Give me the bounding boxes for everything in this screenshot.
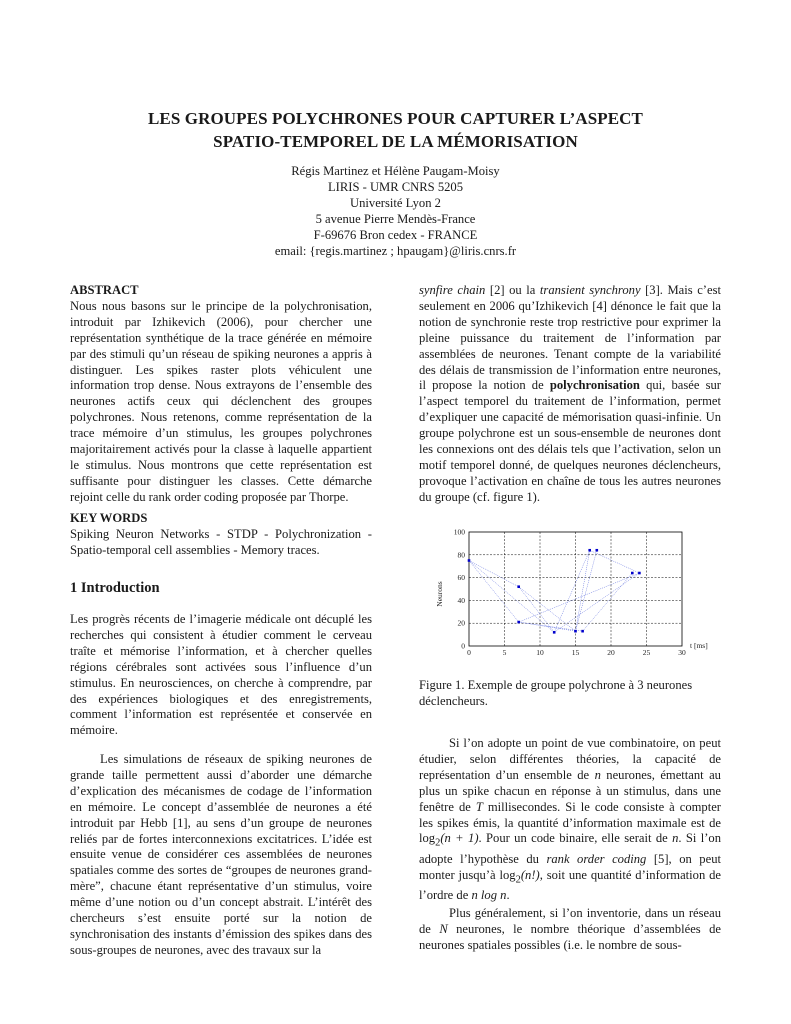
right-column-p1 <box>419 283 721 506</box>
math-log-arg: (n + 1) <box>440 831 479 846</box>
left-column <box>70 283 372 506</box>
text-run: [5], on peut monter jusqu’à <box>419 851 721 882</box>
math-n: n <box>594 767 601 782</box>
chart-grid <box>469 532 682 646</box>
math-log: log <box>499 867 516 882</box>
math-nlogn: n log n <box>471 888 507 903</box>
text-run: Si l’on adopte un point de vue combinatoire, on peut étudier, selon différentes théories, la capacité de représentation d’un ensemble de <box>419 736 721 782</box>
math-log-base: 2 <box>515 874 521 886</box>
author-university: Université Lyon 2 <box>350 196 441 210</box>
x-tick-label: 5 <box>502 648 507 657</box>
math-n: n <box>672 831 679 846</box>
text-run: [3]. Mais c’est seulement en 2006 qu’Izhikevich [4] dénonce le fait que la notion de synchronie reste trop restrictive pour exprimer la pleine puissance du traitement de l’information par assemblées de neurones. Tenant compte de la variabilité des délais de transmission de l’information entre neurones, il propose la notion de <box>419 283 721 393</box>
math-N: N <box>439 921 448 936</box>
text-run: Plus généralement, si l’on inventorie, dans un réseau de <box>419 906 721 936</box>
title-line-2: SPATIO-TEMPOREL DE LA MÉMORISATION <box>213 132 578 151</box>
author-block <box>0 163 791 259</box>
spike-point <box>517 585 520 588</box>
keywords-heading: KEY WORDS <box>70 511 148 525</box>
right-paragraph-3 <box>419 906 721 954</box>
introduction-heading-block <box>70 581 372 597</box>
math-log: log <box>419 831 436 846</box>
polychronous-link <box>519 573 640 622</box>
spike-point <box>638 572 641 575</box>
spike-point <box>468 559 471 562</box>
introduction-paragraph-2: Les simulations de réseaux de spiking neurones de grande taille permettent aussi d’aborder une démarche d’explication des mécanismes de codage de l’information en mémoire. Le concept d’assemblée de neurones a été introduit par Hebb [1], au sens d’un groupe de neurones reliés par de fortes interconnexions excitatrices. L’idée est ensuite venue de considérer ces assemblées de neurones spatiales comme des sortes de “groupes de neurones grand-mère”, chacune étant représentative d’un stimulus, voire même d’une notion ou d’un concept abstrait. L’intérêt des chercheurs s’est ensuite porté sur la notion de synchronisation des instants d’émission des spikes dans des sous-groupes de neurones, avec des travaux sur la <box>70 752 372 957</box>
transient-synchrony-term: transient synchrony <box>539 283 641 297</box>
chart-points <box>468 549 641 634</box>
text-run: neurones, émettant au plus un spike chacun en réponse à un stimulus, dans une fenêtre de <box>419 767 721 814</box>
chart-y-ticks <box>454 528 466 651</box>
text-run: . Si l’on adopte l’hypothèse du <box>419 831 721 866</box>
author-address: 5 avenue Pierre Mendès-France <box>315 212 476 226</box>
x-tick-label: 10 <box>536 648 544 657</box>
polychronous-link <box>576 550 590 631</box>
abstract-heading: ABSTRACT <box>70 283 139 297</box>
text-run: . <box>506 888 510 903</box>
polychronous-link <box>469 561 519 623</box>
title-line-1: LES GROUPES POLYCHRONES POUR CAPTURER L’ASPECT <box>147 109 643 128</box>
polychronous-link <box>469 561 519 587</box>
x-tick-label: 0 <box>467 648 471 657</box>
math-T: T <box>475 799 483 814</box>
synfire-chain-term: synfire chain <box>419 283 486 297</box>
right-paragraph-1 <box>419 283 721 506</box>
right-column-p3 <box>419 906 721 954</box>
chart-x-ticks <box>467 648 686 657</box>
text-run: neurones, le nombre théorique d’assemblées de neurones spatiales possibles (i.e. le nombre de sous- <box>419 921 721 952</box>
polychronous-link <box>519 587 555 633</box>
y-tick-label: 100 <box>453 527 465 537</box>
introduction-heading: 1 Introduction <box>70 580 160 596</box>
y-tick-label: 80 <box>457 550 465 560</box>
spike-point <box>517 621 520 624</box>
text-run: millisecondes. Si le code consiste à compter les spikes émis, la quantité d’information maximale est de <box>419 799 721 830</box>
spike-point <box>574 630 577 633</box>
author-lab: LIRIS - UMR CNRS 5205 <box>327 180 464 194</box>
spike-point <box>631 572 634 575</box>
polychronous-link <box>469 561 554 633</box>
scatter-chart <box>428 524 718 664</box>
text-run: [2] ou la <box>485 283 540 297</box>
y-tick-label: 0 <box>461 641 465 651</box>
spike-point <box>596 549 599 552</box>
x-tick-label: 15 <box>571 648 580 657</box>
x-tick-label: 25 <box>642 648 651 657</box>
spike-point <box>553 631 556 634</box>
y-tick-label: 60 <box>457 573 465 583</box>
keywords-text: Spiking Neuron Networks - STDP - Polychronization - Spatio-temporal cell assemblies - Memory traces. <box>70 526 372 557</box>
math-log-arg: (n!) <box>520 867 540 882</box>
rank-order-coding-term: rank order coding <box>546 851 647 866</box>
spike-point <box>581 630 584 633</box>
introduction-p2-block <box>70 752 372 959</box>
paper-title <box>0 107 791 153</box>
figure-caption: Figure 1. Exemple de groupe polychrone à 3 neurones déclencheurs. <box>419 678 693 708</box>
introduction-paragraph-1: Les progrès récents de l’imagerie médicale ont décuplé les recherches qui consistent à étudier comment le cerveau traîte et mémorise l’information, et à chercher quelles régions cérébrales sont activées sous l’influence d’un stimulus. En neurosciences, on cherche à comprendre, par des expériences biologiques et des enregistrements, comment l’information est représentée et conservée en mémoire. <box>70 612 372 738</box>
author-names: Régis Martinez et Hélène Paugam-Moisy <box>291 164 500 178</box>
keywords-block <box>70 511 372 559</box>
polychronous-link <box>519 587 576 631</box>
polychronous-link <box>583 573 633 631</box>
chart-x-label: t [ms] <box>690 641 708 650</box>
text-run: , soit une quantité d’information de l’ordre de <box>419 867 722 903</box>
chart-links <box>469 550 639 632</box>
abstract-text: Nous nous basons sur le principe de la polychronisation, introduit par Izhikevich (2006), pour chercher une représentation synthétique de la trace générée en mémoire par des stimuli qu’un réseau de spiking neurones a appris à distinguer. Les spikes raster plots véhiculent une information trop dense. Nous extrayons de l’ensemble des neurones actifs ceux qui déclenchent des groupes polychrones. Nous retenons, comme représentation de la trace mémoire d’un stimulus, les groupes polychrones majoritairement activés pour la classe à laquelle appartient le stimulus. Nous montrons que cette représentation est suffisante pour distinguer les classes. Cette démarche rejoint celle du rank order coding proposée par Thorpe. <box>70 298 372 504</box>
text-run: qui, basée sur l’aspect temporel du traitement de l’information, permet d’expliquer une capacité de mémorisation quasi-infinie. Un groupe polychrone est un sous-ensemble de neurones dont les connexions ont des délais tels que l’activation, selon un motif temporel donné, de quelques neurones déclencheurs, provoque l’activation en chaîne de tous les autres neurones du groupe (cf. figure 1). <box>419 378 721 504</box>
text-run: . Pour un code binaire, elle serait de <box>478 831 673 846</box>
chart-y-label: Neurons <box>435 581 444 607</box>
polychronous-link <box>576 550 597 631</box>
author-city: F-69676 Bron cedex - FRANCE <box>313 228 478 242</box>
author-email: email: {regis.martinez ; hpaugam}@liris.cnrs.fr <box>274 244 517 258</box>
x-tick-label: 20 <box>607 648 615 657</box>
polychronisation-term: polychronisation <box>549 378 640 393</box>
y-tick-label: 20 <box>457 618 465 628</box>
spike-point <box>588 549 591 552</box>
y-tick-label: 40 <box>457 595 465 605</box>
right-paragraph-2 <box>419 736 721 904</box>
right-column-p2 <box>419 736 721 904</box>
x-tick-label: 30 <box>678 648 686 657</box>
polychronous-link <box>590 550 640 573</box>
math-log-base: 2 <box>435 837 441 849</box>
polychronous-link <box>554 550 590 632</box>
introduction-p1-block <box>70 612 372 739</box>
polychronous-group-figure <box>428 524 718 664</box>
